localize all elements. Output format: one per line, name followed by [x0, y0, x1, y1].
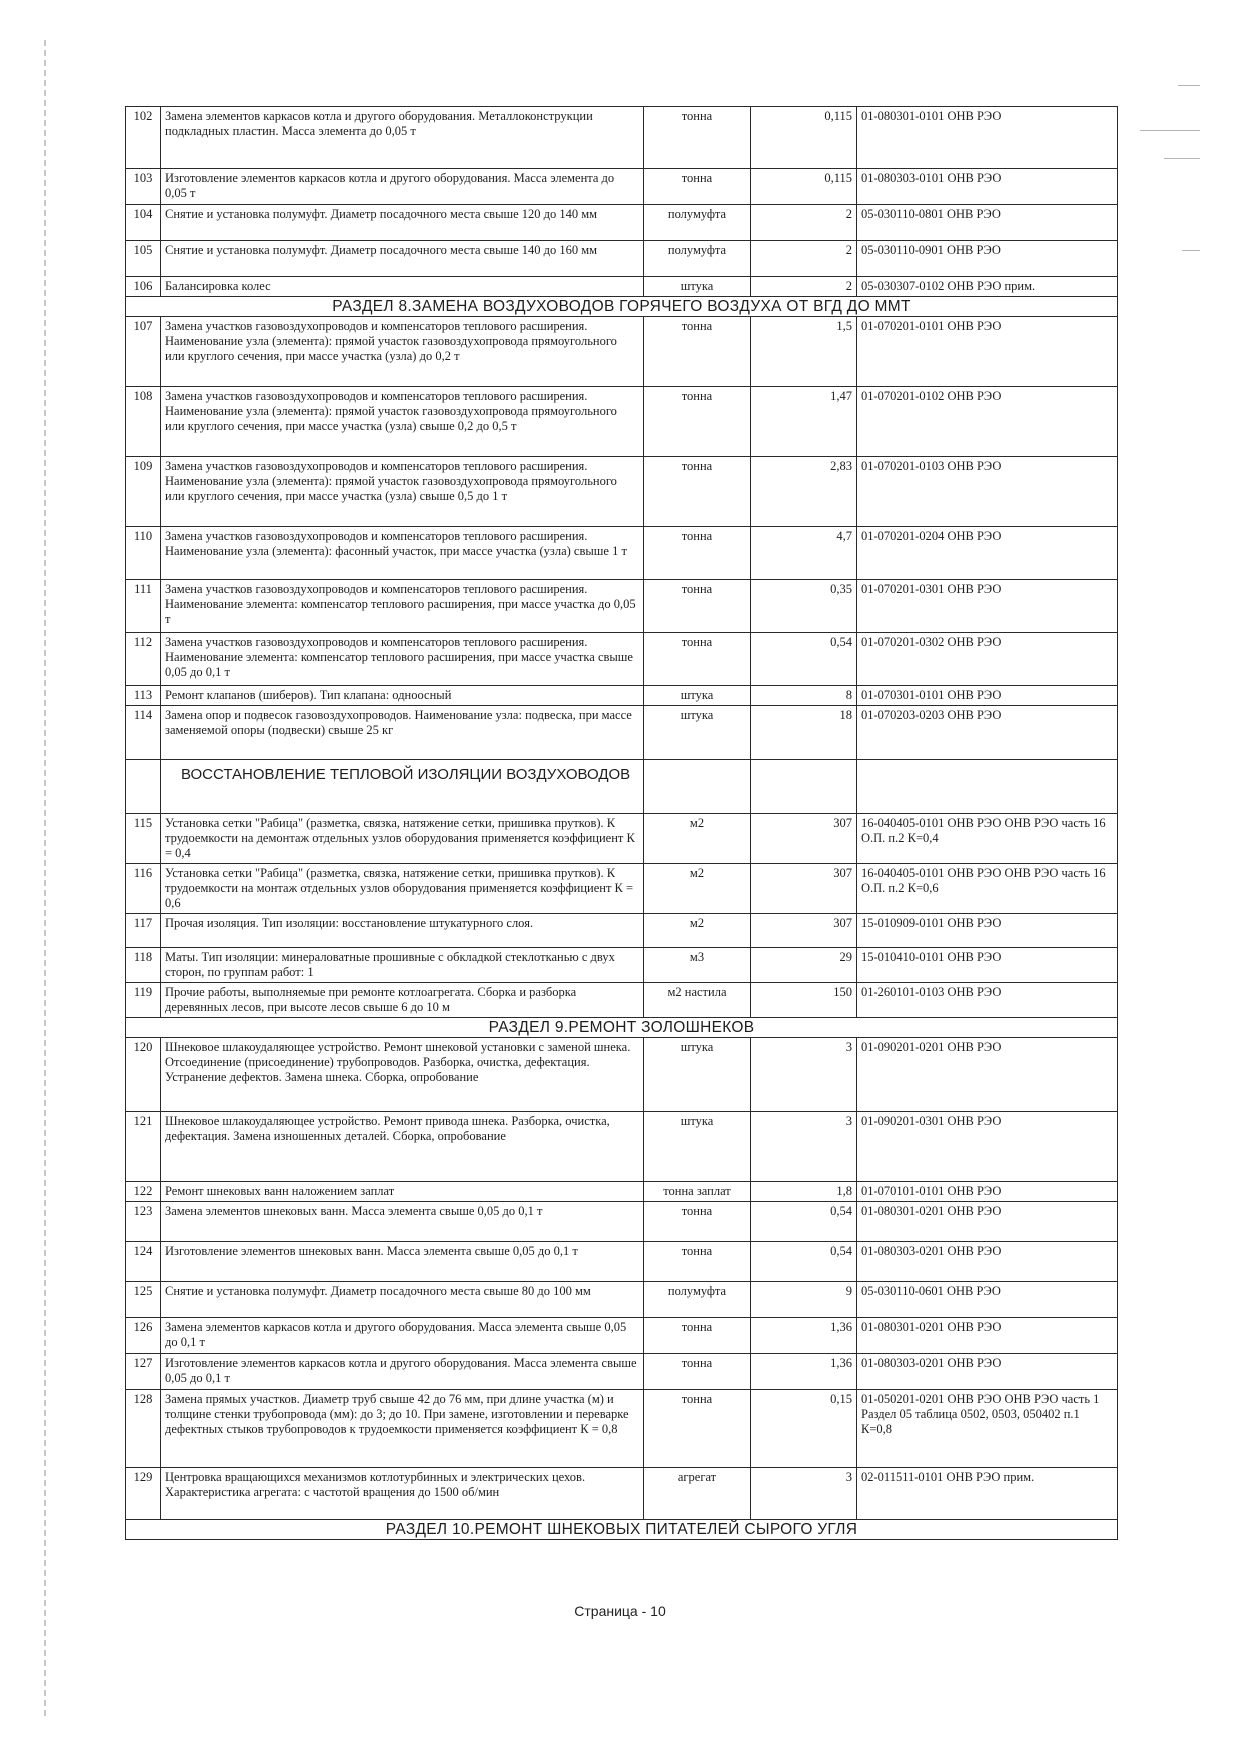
norm-code: 01-070201-0301 ОНВ РЭО	[857, 580, 1118, 633]
work-description: Ремонт клапанов (шиберов). Тип клапана: одноосный	[161, 686, 644, 706]
row-number: 121	[126, 1112, 161, 1182]
margin-mark	[1182, 250, 1200, 251]
work-description: Замена участков газовоздухопроводов и компенсаторов теплового расширения. Наименование узла (элемента): прямой участок газовоздухопровода прямоугольного или круглого сечения, при массе участка (узла) свыше 0,5 до 1 т	[161, 457, 644, 527]
unit-of-measure: полумуфта	[644, 241, 751, 277]
table-row	[126, 169, 1118, 205]
quantity: 18	[751, 706, 857, 760]
quantity: 4,7	[751, 527, 857, 580]
row-number: 108	[126, 387, 161, 457]
row-number: 111	[126, 580, 161, 633]
row-number: 107	[126, 317, 161, 387]
work-description: Установка сетки "Рабица" (разметка, связка, натяжение сетки, пришивка прутков). К трудоемкости на монтаж отдельных узлов оборудования применяется коэффициент К = 0,6	[161, 864, 644, 914]
table-row	[126, 107, 1118, 169]
unit-of-measure: тонна	[644, 580, 751, 633]
unit-of-measure: полумуфта	[644, 1282, 751, 1318]
unit-of-measure: тонна	[644, 169, 751, 205]
quantity: 3	[751, 1038, 857, 1112]
table-row	[126, 1182, 1118, 1202]
quantity: 150	[751, 983, 857, 1018]
row-number: 110	[126, 527, 161, 580]
empty-cell	[857, 760, 1118, 814]
work-description: Маты. Тип изоляции: минераловатные прошивные с обкладкой стеклотканью с двух сторон, по группам работ: 1	[161, 948, 644, 983]
table-row	[126, 1390, 1118, 1468]
table-row	[126, 633, 1118, 686]
quantity: 307	[751, 864, 857, 914]
margin-mark	[1178, 85, 1200, 86]
unit-of-measure: м2	[644, 914, 751, 948]
unit-of-measure: тонна	[644, 1202, 751, 1242]
row-number: 126	[126, 1318, 161, 1354]
norm-code: 15-010909-0101 ОНВ РЭО	[857, 914, 1118, 948]
row-number: 112	[126, 633, 161, 686]
margin-mark	[1164, 158, 1200, 159]
row-number: 125	[126, 1282, 161, 1318]
row-number: 120	[126, 1038, 161, 1112]
table-row	[126, 580, 1118, 633]
table-row	[126, 457, 1118, 527]
quantity: 1,36	[751, 1354, 857, 1390]
row-number: 116	[126, 864, 161, 914]
row-number: 113	[126, 686, 161, 706]
row-number: 118	[126, 948, 161, 983]
empty-cell	[644, 760, 751, 814]
norm-code: 01-070301-0101 ОНВ РЭО	[857, 686, 1118, 706]
page-number: Страница - 10	[574, 1603, 666, 1619]
unit-of-measure: тонна	[644, 1242, 751, 1282]
unit-of-measure: тонна	[644, 317, 751, 387]
quantity: 307	[751, 914, 857, 948]
work-description: Замена опор и подвесок газовоздухопроводов. Наименование узла: подвеска, при массе заменяемой опоры (подвески) свыше 25 кг	[161, 706, 644, 760]
work-description: Замена элементов шнековых ванн. Масса элемента свыше 0,05 до 0,1 т	[161, 1202, 644, 1242]
work-description: Установка сетки "Рабица" (разметка, связка, натяжение сетки, пришивка прутков). К трудоемкости на демонтаж отдельных узлов оборудования применяется коэффициент К = 0,4	[161, 814, 644, 864]
work-description: Ремонт шнековых ванн наложением заплат	[161, 1182, 644, 1202]
quantity: 1,36	[751, 1318, 857, 1354]
work-description: Замена участков газовоздухопроводов и компенсаторов теплового расширения. Наименование узла (элемента): фасонный участок, при массе участка (узла) свыше 1 т	[161, 527, 644, 580]
norm-code: 01-080301-0101 ОНВ РЭО	[857, 107, 1118, 169]
unit-of-measure: штука	[644, 277, 751, 297]
row-number: 104	[126, 205, 161, 241]
norm-code: 01-070201-0102 ОНВ РЭО	[857, 387, 1118, 457]
work-description: Снятие и установка полумуфт. Диаметр посадочного места свыше 80 до 100 мм	[161, 1282, 644, 1318]
norm-code: 05-030110-0801 ОНВ РЭО	[857, 205, 1118, 241]
table-row	[126, 387, 1118, 457]
work-description: Снятие и установка полумуфт. Диаметр посадочного места свыше 140 до 160 мм	[161, 241, 644, 277]
quantity: 2	[751, 241, 857, 277]
unit-of-measure: штука	[644, 686, 751, 706]
work-description: Балансировка колес	[161, 277, 644, 297]
work-description: Замена элементов каркасов котла и другого оборудования. Масса элемента свыше 0,05 до 0,1 т	[161, 1318, 644, 1354]
norm-code: 01-090201-0301 ОНВ РЭО	[857, 1112, 1118, 1182]
work-description: Изготовление элементов каркасов котла и другого оборудования. Масса элемента до 0,05 т	[161, 169, 644, 205]
empty-cell	[751, 760, 857, 814]
row-number: 103	[126, 169, 161, 205]
norm-code: 05-030307-0102 ОНВ РЭО прим.	[857, 277, 1118, 297]
subheading-row	[126, 760, 1118, 814]
quantity: 1,8	[751, 1182, 857, 1202]
section-row	[126, 297, 1118, 317]
row-number: 122	[126, 1182, 161, 1202]
row-number: 127	[126, 1354, 161, 1390]
quantity: 2,83	[751, 457, 857, 527]
norm-code: 01-090201-0201 ОНВ РЭО	[857, 1038, 1118, 1112]
work-description: Изготовление элементов каркасов котла и другого оборудования. Масса элемента свыше 0,05 до 0,1 т	[161, 1354, 644, 1390]
row-number: 117	[126, 914, 161, 948]
table-row	[126, 948, 1118, 983]
norm-code: 15-010410-0101 ОНВ РЭО	[857, 948, 1118, 983]
row-number: 109	[126, 457, 161, 527]
quantity: 0,115	[751, 169, 857, 205]
empty-cell	[126, 760, 161, 814]
subsection-heading: ВОССТАНОВЛЕНИЕ ТЕПЛОВОЙ ИЗОЛЯЦИИ ВОЗДУХОВОДОВ	[161, 760, 644, 814]
unit-of-measure: м2 настила	[644, 983, 751, 1018]
row-number: 102	[126, 107, 161, 169]
unit-of-measure: тонна	[644, 457, 751, 527]
quantity: 9	[751, 1282, 857, 1318]
work-description: Изготовление элементов шнековых ванн. Масса элемента свыше 0,05 до 0,1 т	[161, 1242, 644, 1282]
unit-of-measure: тонна	[644, 527, 751, 580]
work-description: Шнековое шлакоудаляющее устройство. Ремонт привода шнека. Разборка, очистка, дефектация. Замена изношенных деталей. Сборка, опробование	[161, 1112, 644, 1182]
unit-of-measure: агрегат	[644, 1468, 751, 1520]
quantity: 2	[751, 205, 857, 241]
quantity: 0,35	[751, 580, 857, 633]
norm-code: 01-050201-0201 ОНВ РЭО ОНВ РЭО часть 1 Раздел 05 таблица 0502, 0503, 050402 п.1 К=0,8	[857, 1390, 1118, 1468]
table-row	[126, 1202, 1118, 1242]
work-description: Замена участков газовоздухопроводов и компенсаторов теплового расширения. Наименование узла (элемента): прямой участок газовоздухопровода прямоугольного или круглого сечения, при массе участка (узла) до 0,2 т	[161, 317, 644, 387]
norm-code: 01-070101-0101 ОНВ РЭО	[857, 1182, 1118, 1202]
unit-of-measure: м2	[644, 864, 751, 914]
work-description: Замена участков газовоздухопроводов и компенсаторов теплового расширения. Наименование узла (элемента): прямой участок газовоздухопровода прямоугольного или круглого сечения, при массе участка (узла) свыше 0,2 до 0,5 т	[161, 387, 644, 457]
unit-of-measure: тонна заплат	[644, 1182, 751, 1202]
table-row	[126, 1112, 1118, 1182]
quantity: 3	[751, 1468, 857, 1520]
work-description: Снятие и установка полумуфт. Диаметр посадочного места свыше 120 до 140 мм	[161, 205, 644, 241]
norm-code: 01-260101-0103 ОНВ РЭО	[857, 983, 1118, 1018]
row-number: 129	[126, 1468, 161, 1520]
quantity: 307	[751, 814, 857, 864]
quantity: 1,5	[751, 317, 857, 387]
margin-mark	[1140, 130, 1200, 131]
norm-code: 16-040405-0101 ОНВ РЭО ОНВ РЭО часть 16 О.П. п.2 К=0,6	[857, 864, 1118, 914]
section-9-heading: РАЗДЕЛ 9.РЕМОНТ ЗОЛОШНЕКОВ	[126, 1018, 1118, 1038]
norm-code: 01-070201-0204 ОНВ РЭО	[857, 527, 1118, 580]
row-number: 106	[126, 277, 161, 297]
row-number: 115	[126, 814, 161, 864]
work-description: Замена участков газовоздухопроводов и компенсаторов теплового расширения. Наименование элемента: компенсатор теплового расширения, при массе участка свыше 0,05 до 0,1 т	[161, 633, 644, 686]
row-number: 119	[126, 983, 161, 1018]
table-row	[126, 1318, 1118, 1354]
row-number: 124	[126, 1242, 161, 1282]
unit-of-measure: м3	[644, 948, 751, 983]
quantity: 0,15	[751, 1390, 857, 1468]
quantity: 1,47	[751, 387, 857, 457]
work-description: Шнековое шлакоудаляющее устройство. Ремонт шнековой установки с заменой шнека. Отсоединение (присоединение) трубопроводов. Разборка, очистка, дефектация. Устранение дефектов. Замена шнека. Сборка, опробование	[161, 1038, 644, 1112]
section-row	[126, 1018, 1118, 1038]
table-row	[126, 1354, 1118, 1390]
norm-code: 01-070203-0203 ОНВ РЭО	[857, 706, 1118, 760]
quantity: 29	[751, 948, 857, 983]
quantity: 0,54	[751, 1242, 857, 1282]
unit-of-measure: м2	[644, 814, 751, 864]
unit-of-measure: тонна	[644, 1318, 751, 1354]
norm-code: 01-080303-0201 ОНВ РЭО	[857, 1354, 1118, 1390]
norm-code: 01-080301-0201 ОНВ РЭО	[857, 1202, 1118, 1242]
unit-of-measure: тонна	[644, 1390, 751, 1468]
row-number: 114	[126, 706, 161, 760]
table-row	[126, 814, 1118, 864]
norm-code: 01-070201-0101 ОНВ РЭО	[857, 317, 1118, 387]
table-row	[126, 527, 1118, 580]
table-row	[126, 686, 1118, 706]
norm-code: 02-011511-0101 ОНВ РЭО прим.	[857, 1468, 1118, 1520]
norm-code: 05-030110-0601 ОНВ РЭО	[857, 1282, 1118, 1318]
table-row	[126, 983, 1118, 1018]
norm-code: 01-070201-0302 ОНВ РЭО	[857, 633, 1118, 686]
table-row	[126, 317, 1118, 387]
scan-edge	[44, 40, 46, 1720]
norm-code: 01-080303-0201 ОНВ РЭО	[857, 1242, 1118, 1282]
quantity: 0,54	[751, 1202, 857, 1242]
table-row	[126, 1038, 1118, 1112]
unit-of-measure: тонна	[644, 107, 751, 169]
unit-of-measure: штука	[644, 1112, 751, 1182]
table-row	[126, 205, 1118, 241]
norm-code: 16-040405-0101 ОНВ РЭО ОНВ РЭО часть 16 О.П. п.2 К=0,4	[857, 814, 1118, 864]
row-number: 123	[126, 1202, 161, 1242]
norm-code: 01-080303-0101 ОНВ РЭО	[857, 169, 1118, 205]
table-row	[126, 706, 1118, 760]
unit-of-measure: штука	[644, 1038, 751, 1112]
work-description: Замена прямых участков. Диаметр труб свыше 42 до 76 мм, при длине участка (м) и толщине стенки трубопровода (мм): до 3; до 10. При замене, изготовлении и переварке дефектных стыков трубопроводов к трудоемкости применяется коэффициент К = 0,8	[161, 1390, 644, 1468]
table-row	[126, 1282, 1118, 1318]
unit-of-measure: полумуфта	[644, 205, 751, 241]
work-description: Прочие работы, выполняемые при ремонте котлоагрегата. Сборка и разборка деревянных лесов, при высоте лесов свыше 6 до 10 м	[161, 983, 644, 1018]
works-table	[125, 106, 1118, 1540]
quantity: 2	[751, 277, 857, 297]
work-description: Замена участков газовоздухопроводов и компенсаторов теплового расширения. Наименование элемента: компенсатор теплового расширения, при массе участка до 0,05 т	[161, 580, 644, 633]
unit-of-measure: тонна	[644, 387, 751, 457]
norm-code: 01-080301-0201 ОНВ РЭО	[857, 1318, 1118, 1354]
unit-of-measure: тонна	[644, 633, 751, 686]
table-row	[126, 241, 1118, 277]
row-number: 105	[126, 241, 161, 277]
unit-of-measure: тонна	[644, 1354, 751, 1390]
table-row	[126, 277, 1118, 297]
table-row	[126, 1242, 1118, 1282]
table-row	[126, 864, 1118, 914]
norm-code: 05-030110-0901 ОНВ РЭО	[857, 241, 1118, 277]
unit-of-measure: штука	[644, 706, 751, 760]
table-row	[126, 914, 1118, 948]
section-row	[126, 1520, 1118, 1540]
work-description: Центровка вращающихся механизмов котлотурбинных и электрических цехов. Характеристика агрегата: с частотой вращения до 1500 об/мин	[161, 1468, 644, 1520]
table-row	[126, 1468, 1118, 1520]
quantity: 0,54	[751, 633, 857, 686]
section-8-heading: РАЗДЕЛ 8.ЗАМЕНА ВОЗДУХОВОДОВ ГОРЯЧЕГО ВОЗДУХА ОТ ВГД ДО ММТ	[126, 297, 1118, 317]
quantity: 3	[751, 1112, 857, 1182]
quantity: 0,115	[751, 107, 857, 169]
norm-code: 01-070201-0103 ОНВ РЭО	[857, 457, 1118, 527]
quantity: 8	[751, 686, 857, 706]
work-description: Замена элементов каркасов котла и другого оборудования. Металлоконструкции подкладных пластин. Масса элемента до 0,05 т	[161, 107, 644, 169]
work-description: Прочая изоляция. Тип изоляции: восстановление штукатурного слоя.	[161, 914, 644, 948]
section-10-heading: РАЗДЕЛ 10.РЕМОНТ ШНЕКОВЫХ ПИТАТЕЛЕЙ СЫРОГО УГЛЯ	[126, 1520, 1118, 1540]
row-number: 128	[126, 1390, 161, 1468]
